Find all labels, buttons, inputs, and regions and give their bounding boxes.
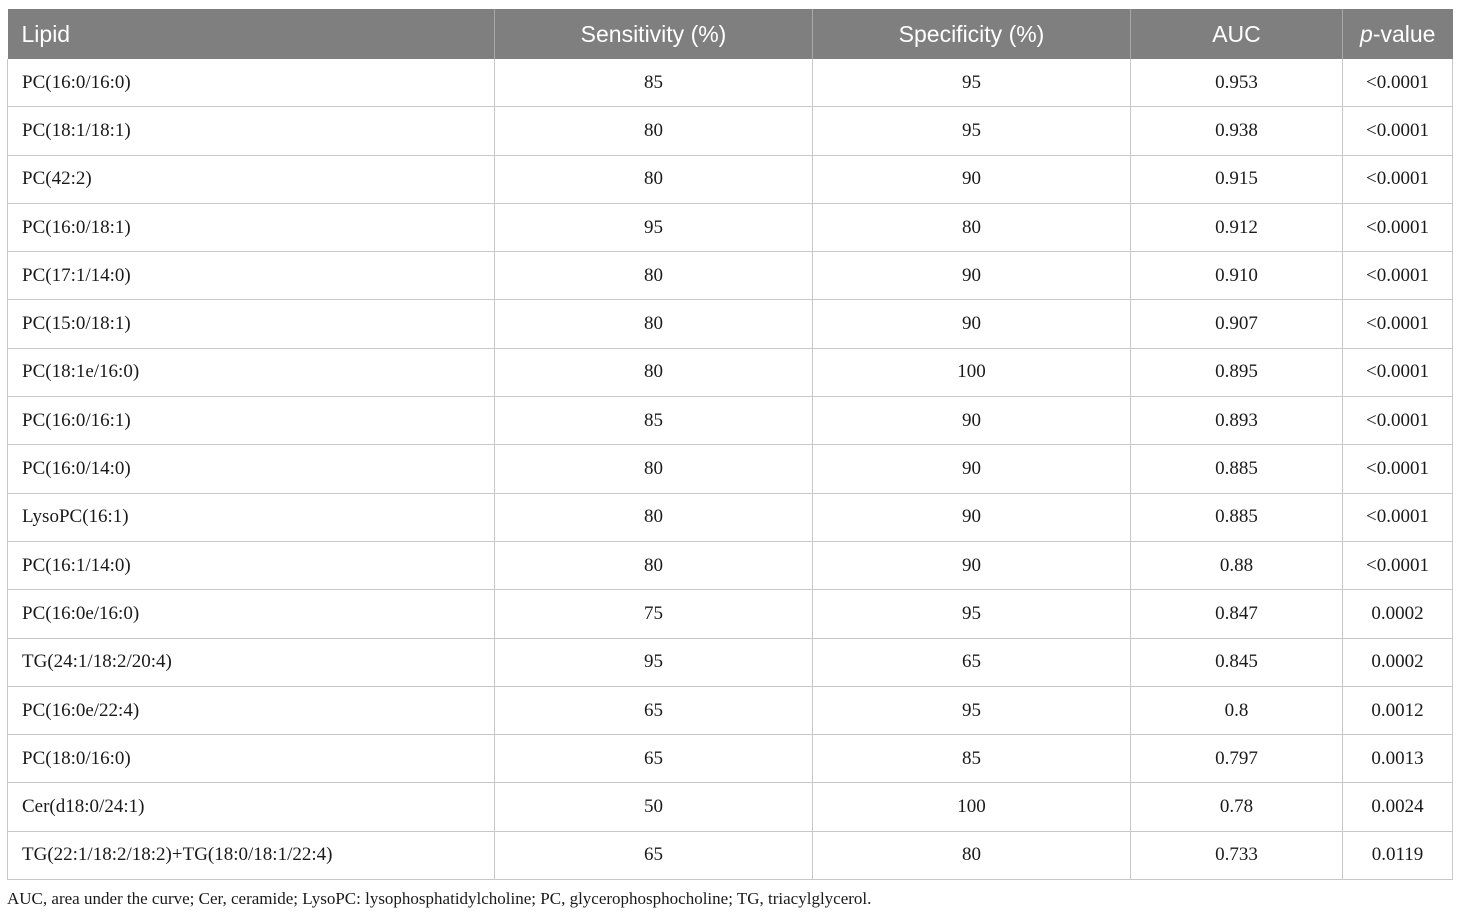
table-row (8, 252, 1453, 300)
cell-specificity: 90 (813, 397, 1131, 445)
cell-sensitivity: 80 (495, 445, 813, 493)
cell-auc: 0.907 (1131, 300, 1343, 348)
cell-specificity: 85 (813, 735, 1131, 783)
cell-auc: 0.847 (1131, 590, 1343, 638)
cell-auc: 0.88 (1131, 541, 1343, 589)
cell-sensitivity: 80 (495, 252, 813, 300)
cell-specificity: 90 (813, 493, 1131, 541)
header-auc: AUC (1131, 9, 1343, 59)
cell-auc: 0.915 (1131, 155, 1343, 203)
table-row (8, 107, 1453, 155)
cell-lipid: PC(18:1e/16:0) (8, 348, 495, 396)
cell-lipid: PC(16:0/16:1) (8, 397, 495, 445)
table-row (8, 155, 1453, 203)
cell-p-value: <0.0001 (1343, 397, 1453, 445)
lipid-table-container (7, 9, 1452, 880)
table-row (8, 541, 1453, 589)
cell-specificity: 90 (813, 252, 1131, 300)
header-p-value (1343, 9, 1453, 59)
table-row (8, 638, 1453, 686)
cell-lipid: PC(16:0e/22:4) (8, 686, 495, 734)
cell-auc: 0.885 (1131, 493, 1343, 541)
cell-lipid: PC(15:0/18:1) (8, 300, 495, 348)
cell-auc: 0.8 (1131, 686, 1343, 734)
cell-sensitivity: 80 (495, 155, 813, 203)
cell-p-value: <0.0001 (1343, 445, 1453, 493)
cell-p-value: <0.0001 (1343, 348, 1453, 396)
table-row (8, 493, 1453, 541)
cell-specificity: 65 (813, 638, 1131, 686)
cell-p-value: 0.0013 (1343, 735, 1453, 783)
cell-specificity: 90 (813, 541, 1131, 589)
cell-sensitivity: 80 (495, 493, 813, 541)
cell-sensitivity: 85 (495, 397, 813, 445)
table-footnote: AUC, area under the curve; Cer, ceramide; LysoPC: lysophosphatidylcholine; PC, glycerophosphocholine; TG, triacylglycerol. (7, 889, 872, 908)
cell-auc: 0.893 (1131, 397, 1343, 445)
cell-lipid: PC(16:0/16:0) (8, 59, 495, 107)
table-row (8, 59, 1453, 107)
cell-specificity: 95 (813, 107, 1131, 155)
cell-specificity: 80 (813, 831, 1131, 879)
cell-lipid: PC(42:2) (8, 155, 495, 203)
table-body (8, 59, 1453, 880)
cell-lipid: TG(22:1/18:2/18:2)+TG(18:0/18:1/22:4) (8, 831, 495, 879)
cell-specificity: 100 (813, 783, 1131, 831)
cell-p-value: <0.0001 (1343, 252, 1453, 300)
cell-auc: 0.797 (1131, 735, 1343, 783)
cell-sensitivity: 80 (495, 348, 813, 396)
cell-lipid: PC(18:1/18:1) (8, 107, 495, 155)
cell-auc: 0.912 (1131, 203, 1343, 251)
table-row (8, 203, 1453, 251)
cell-lipid: PC(17:1/14:0) (8, 252, 495, 300)
cell-p-value: <0.0001 (1343, 155, 1453, 203)
table-row (8, 300, 1453, 348)
cell-lipid: Cer(d18:0/24:1) (8, 783, 495, 831)
cell-auc: 0.845 (1131, 638, 1343, 686)
cell-lipid: PC(16:0/18:1) (8, 203, 495, 251)
cell-sensitivity: 65 (495, 686, 813, 734)
cell-lipid: LysoPC(16:1) (8, 493, 495, 541)
cell-p-value: <0.0001 (1343, 541, 1453, 589)
header-sensitivity: Sensitivity (%) (495, 9, 813, 59)
cell-lipid: PC(16:1/14:0) (8, 541, 495, 589)
table-row (8, 735, 1453, 783)
cell-sensitivity: 80 (495, 107, 813, 155)
cell-auc: 0.895 (1131, 348, 1343, 396)
cell-lipid: PC(18:0/16:0) (8, 735, 495, 783)
header-p-rest: -value (1372, 20, 1436, 47)
cell-sensitivity: 75 (495, 590, 813, 638)
cell-lipid: TG(24:1/18:2/20:4) (8, 638, 495, 686)
cell-sensitivity: 65 (495, 831, 813, 879)
table-row (8, 831, 1453, 879)
header-p-italic: p (1360, 20, 1373, 47)
cell-specificity: 80 (813, 203, 1131, 251)
cell-p-value: 0.0002 (1343, 590, 1453, 638)
table-row (8, 397, 1453, 445)
cell-auc: 0.910 (1131, 252, 1343, 300)
table-row (8, 348, 1453, 396)
cell-p-value: <0.0001 (1343, 107, 1453, 155)
cell-sensitivity: 50 (495, 783, 813, 831)
cell-specificity: 95 (813, 590, 1131, 638)
cell-sensitivity: 80 (495, 541, 813, 589)
cell-specificity: 95 (813, 59, 1131, 107)
table-row (8, 686, 1453, 734)
cell-p-value: <0.0001 (1343, 59, 1453, 107)
cell-p-value: 0.0012 (1343, 686, 1453, 734)
cell-sensitivity: 80 (495, 300, 813, 348)
cell-specificity: 95 (813, 686, 1131, 734)
cell-specificity: 90 (813, 155, 1131, 203)
cell-lipid: PC(16:0e/16:0) (8, 590, 495, 638)
lipid-table (7, 9, 1453, 880)
cell-auc: 0.885 (1131, 445, 1343, 493)
header-specificity: Specificity (%) (813, 9, 1131, 59)
cell-sensitivity: 95 (495, 203, 813, 251)
header-row (8, 9, 1453, 59)
cell-p-value: 0.0119 (1343, 831, 1453, 879)
header-lipid: Lipid (8, 9, 495, 59)
cell-p-value: 0.0024 (1343, 783, 1453, 831)
cell-sensitivity: 65 (495, 735, 813, 783)
cell-specificity: 90 (813, 300, 1131, 348)
cell-sensitivity: 85 (495, 59, 813, 107)
cell-auc: 0.953 (1131, 59, 1343, 107)
table-row (8, 783, 1453, 831)
table-row (8, 445, 1453, 493)
cell-p-value: <0.0001 (1343, 203, 1453, 251)
cell-specificity: 90 (813, 445, 1131, 493)
cell-sensitivity: 95 (495, 638, 813, 686)
cell-auc: 0.78 (1131, 783, 1343, 831)
cell-p-value: 0.0002 (1343, 638, 1453, 686)
cell-specificity: 100 (813, 348, 1131, 396)
table-row (8, 590, 1453, 638)
cell-p-value: <0.0001 (1343, 300, 1453, 348)
cell-auc: 0.938 (1131, 107, 1343, 155)
cell-p-value: <0.0001 (1343, 493, 1453, 541)
cell-auc: 0.733 (1131, 831, 1343, 879)
cell-lipid: PC(16:0/14:0) (8, 445, 495, 493)
